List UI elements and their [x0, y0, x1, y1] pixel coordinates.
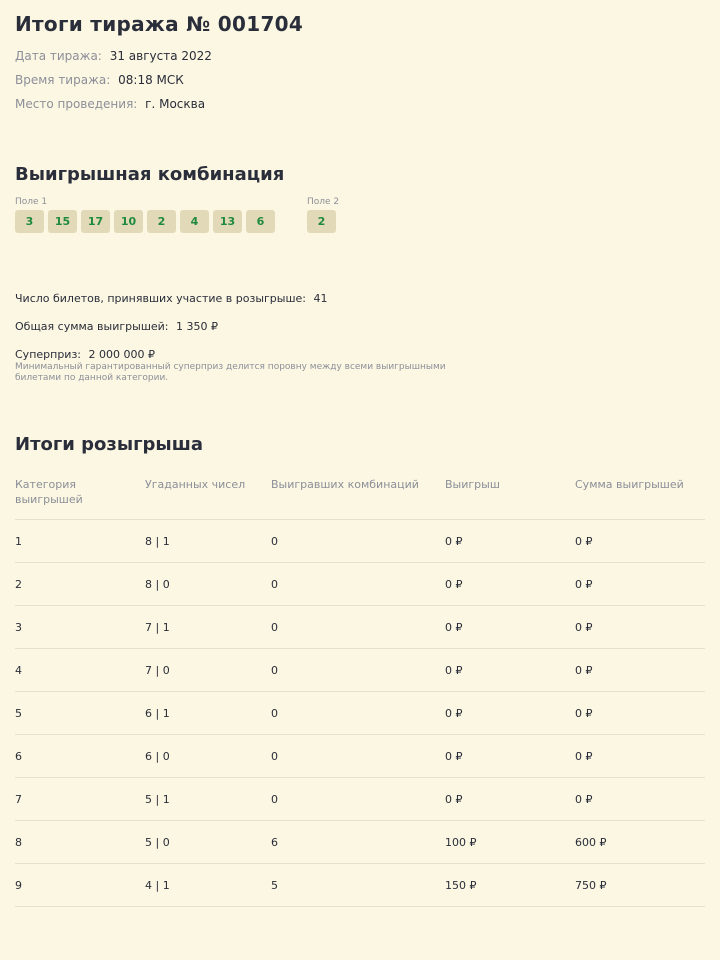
page-title: Итоги тиража № 001704: [15, 12, 304, 36]
winning-combination: [15, 197, 720, 233]
cell-winners: 0: [271, 692, 445, 735]
cell-matched: 8 | 0: [145, 563, 271, 606]
stat-total-label: Общая сумма выигрышей:: [15, 320, 169, 333]
winning-combination-title: Выигрышная комбинация: [15, 164, 285, 185]
number-ball: 6: [246, 210, 275, 233]
cell-prize-total: 750 ₽: [575, 864, 705, 907]
meta-time-label: Время тиража:: [15, 73, 111, 87]
cell-winners: 5: [271, 864, 445, 907]
cell-prize-total: 0 ₽: [575, 520, 705, 563]
cell-category: 2: [15, 563, 145, 606]
number-ball: 13: [213, 210, 242, 233]
cell-category: 4: [15, 649, 145, 692]
cell-prize: 0 ₽: [445, 692, 575, 735]
meta-time-value: 08:18 МСК: [118, 73, 184, 87]
cell-category: 9: [15, 864, 145, 907]
cell-prize: 0 ₽: [445, 649, 575, 692]
cell-winners: 0: [271, 778, 445, 821]
cell-category: 1: [15, 520, 145, 563]
table-row: [15, 520, 705, 563]
column-header-winning-combinations: Выигравших комбинаций: [271, 477, 445, 520]
cell-category: 8: [15, 821, 145, 864]
cell-prize-total: 0 ₽: [575, 778, 705, 821]
results-table: [15, 477, 705, 907]
column-header-category: Категория выигрышей: [15, 477, 145, 520]
table-row: [15, 649, 705, 692]
cell-prize-total: 0 ₽: [575, 563, 705, 606]
cell-winners: 0: [271, 520, 445, 563]
cell-category: 3: [15, 606, 145, 649]
meta-place: [15, 96, 720, 112]
cell-prize: 0 ₽: [445, 778, 575, 821]
cell-prize-total: 0 ₽: [575, 735, 705, 778]
number-ball: 10: [114, 210, 143, 233]
cell-prize: 0 ₽: [445, 735, 575, 778]
stat-superprize-value: 2 000 000 ₽: [88, 348, 155, 361]
results-title: Итоги розыгрыша: [15, 434, 203, 455]
cell-category: 7: [15, 778, 145, 821]
table-row: [15, 563, 705, 606]
meta-place-label: Место проведения:: [15, 97, 138, 111]
field-1-numbers: [15, 210, 279, 233]
cell-category: 5: [15, 692, 145, 735]
cell-matched: 4 | 1: [145, 864, 271, 907]
draw-stats: [15, 291, 720, 384]
stat-tickets-label: Число билетов, принявших участие в розыгрыше:: [15, 292, 307, 305]
cell-prize: 0 ₽: [445, 563, 575, 606]
cell-matched: 6 | 1: [145, 692, 271, 735]
cell-winners: 6: [271, 821, 445, 864]
draw-meta: [15, 48, 720, 112]
table-header-row: [15, 477, 705, 520]
table-row: [15, 864, 705, 907]
table-row: [15, 735, 705, 778]
table-row: [15, 778, 705, 821]
field-2: [307, 197, 340, 233]
meta-date-value: 31 августа 2022: [109, 49, 212, 63]
cell-winners: 0: [271, 649, 445, 692]
cell-matched: 7 | 1: [145, 606, 271, 649]
number-ball: 2: [307, 210, 336, 233]
field-2-label: Поле 2: [307, 197, 340, 207]
field-1-label: Поле 1: [15, 197, 48, 207]
stat-total-value: 1 350 ₽: [176, 320, 219, 333]
cell-prize-total: 600 ₽: [575, 821, 705, 864]
field-1: [15, 197, 279, 233]
number-ball: 15: [48, 210, 77, 233]
cell-winners: 0: [271, 606, 445, 649]
meta-time: [15, 72, 720, 88]
table-row: [15, 606, 705, 649]
number-ball: 4: [180, 210, 209, 233]
cell-winners: 0: [271, 735, 445, 778]
cell-prize: 150 ₽: [445, 864, 575, 907]
column-header-prize-total: Сумма выигрышей: [575, 477, 705, 520]
table-row: [15, 821, 705, 864]
number-ball: 3: [15, 210, 44, 233]
meta-date: [15, 48, 720, 64]
cell-prize: 0 ₽: [445, 520, 575, 563]
column-header-matched: Угаданных чисел: [145, 477, 271, 520]
cell-matched: 7 | 0: [145, 649, 271, 692]
column-header-prize: Выигрыш: [445, 477, 575, 520]
cell-prize-total: 0 ₽: [575, 649, 705, 692]
cell-prize-total: 0 ₽: [575, 692, 705, 735]
cell-prize: 0 ₽: [445, 606, 575, 649]
cell-matched: 5 | 0: [145, 821, 271, 864]
number-ball: 2: [147, 210, 176, 233]
table-row: [15, 692, 705, 735]
stat-total: [15, 319, 720, 334]
cell-prize: 100 ₽: [445, 821, 575, 864]
meta-date-label: Дата тиража:: [15, 49, 102, 63]
field-2-numbers: [307, 210, 340, 233]
superprize-note: Минимальный гарантированный суперприз делится поровну между всеми выигрышными билетами по данной категории.: [15, 362, 446, 383]
cell-matched: 8 | 1: [145, 520, 271, 563]
cell-matched: 6 | 0: [145, 735, 271, 778]
number-ball: 17: [81, 210, 110, 233]
stat-tickets-value: 41: [313, 292, 328, 305]
cell-winners: 0: [271, 563, 445, 606]
cell-prize-total: 0 ₽: [575, 606, 705, 649]
stat-superprize-label: Суперприз:: [15, 348, 82, 361]
meta-place-value: г. Москва: [145, 97, 206, 111]
cell-matched: 5 | 1: [145, 778, 271, 821]
stat-tickets: [15, 291, 720, 306]
cell-category: 6: [15, 735, 145, 778]
stat-superprize: [15, 347, 720, 362]
